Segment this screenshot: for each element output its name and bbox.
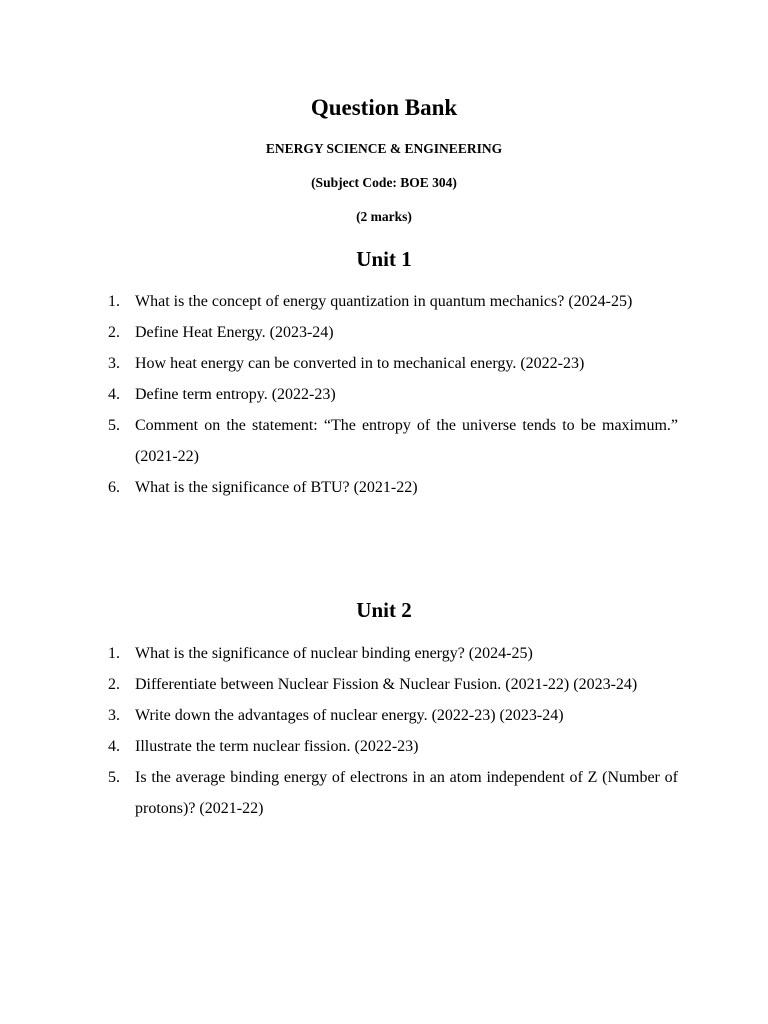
question-text: What is the significance of nuclear binding energy? (2024-25) bbox=[135, 645, 533, 662]
question-text: Write down the advantages of nuclear energy. (2022-23) (2023-24) bbox=[135, 707, 564, 724]
unit-2-question-list bbox=[108, 638, 678, 824]
question-text: Define term entropy. (2022-23) bbox=[135, 386, 336, 403]
marks-label: (2 marks) bbox=[356, 209, 412, 224]
question-number: 4. bbox=[108, 386, 120, 403]
subject-name: ENERGY SCIENCE & ENGINEERING bbox=[265, 141, 503, 156]
question-text: How heat energy can be converted in to mechanical energy. (2022-23) bbox=[135, 355, 585, 372]
question-item bbox=[108, 348, 678, 379]
unit-1-heading: Unit 1 bbox=[356, 247, 412, 271]
question-item bbox=[108, 731, 678, 762]
question-item bbox=[108, 286, 678, 317]
page-title: Question Bank bbox=[310, 95, 458, 120]
question-number: 5. bbox=[108, 769, 120, 786]
question-number: 3. bbox=[108, 707, 120, 724]
question-number: 6. bbox=[108, 479, 120, 496]
question-text: What is the concept of energy quantization in quantum mechanics? (2024-25) bbox=[135, 293, 633, 310]
question-number: 3. bbox=[108, 355, 120, 372]
question-number: 2. bbox=[108, 324, 120, 341]
question-number: 2. bbox=[108, 676, 120, 693]
question-item bbox=[108, 669, 678, 700]
question-text: Differentiate between Nuclear Fission & Nuclear Fusion. (2021-22) (2023-24) bbox=[135, 676, 638, 693]
question-text: Comment on the statement: “The entropy of the universe tends to be maximum.” (2021-22) bbox=[135, 417, 678, 465]
question-text: What is the significance of BTU? (2021-22) bbox=[135, 479, 418, 496]
question-text: Illustrate the term nuclear fission. (2022-23) bbox=[135, 738, 419, 755]
question-number: 1. bbox=[108, 645, 120, 662]
subject-code: (Subject Code: BOE 304) bbox=[311, 175, 457, 190]
question-item bbox=[108, 638, 678, 669]
question-item bbox=[108, 317, 678, 348]
question-number: 1. bbox=[108, 293, 120, 310]
unit-2-heading: Unit 2 bbox=[356, 598, 412, 622]
question-item bbox=[108, 379, 678, 410]
question-number: 5. bbox=[108, 417, 120, 434]
question-text: Define Heat Energy. (2023-24) bbox=[135, 324, 334, 341]
unit-1-question-list bbox=[108, 286, 678, 503]
question-text: Is the average binding energy of electrons in an atom independent of Z (Number of protons)? (2021-22) bbox=[135, 769, 678, 817]
question-number: 4. bbox=[108, 738, 120, 755]
question-item bbox=[108, 472, 678, 503]
question-item bbox=[108, 410, 678, 472]
question-item bbox=[108, 700, 678, 731]
question-item bbox=[108, 762, 678, 824]
